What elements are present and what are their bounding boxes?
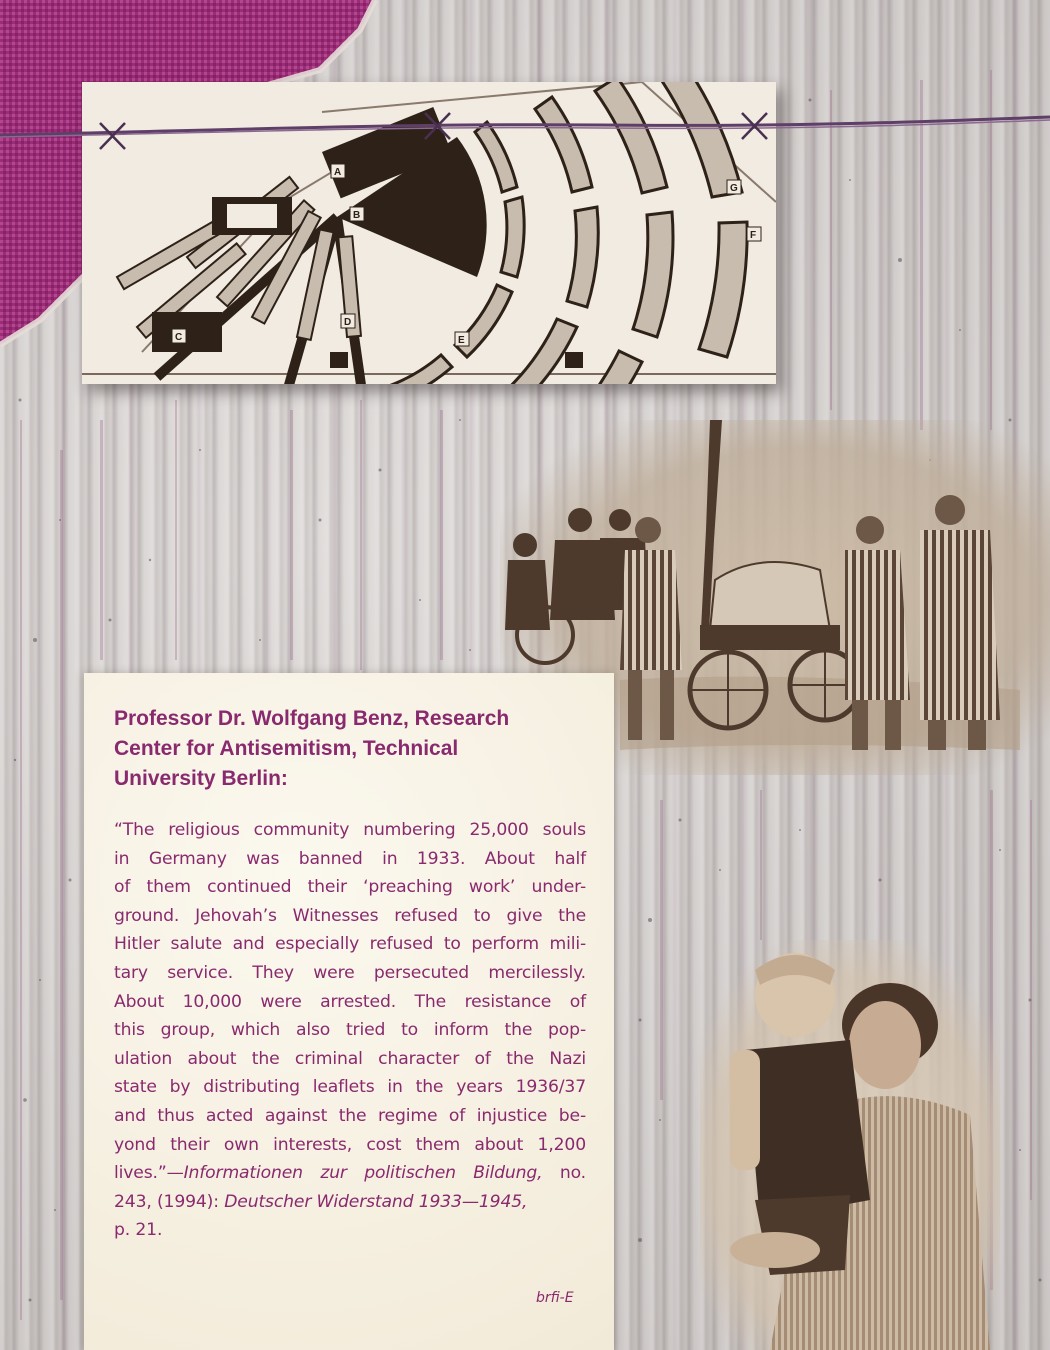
quote-line: tary service. They were persecuted mercilessly. — [114, 962, 586, 983]
quote-line: state by distributing leaflets in the years 1936/37 — [114, 1077, 586, 1098]
heading-line-1: Professor Dr. Wolfgang Benz, Research — [114, 707, 510, 730]
quote-citation-line — [114, 1159, 586, 1188]
quote-line: in Germany was banned in 1933. About half — [114, 848, 586, 869]
quote-line: and thus acted against the regime of injustice be- — [114, 1105, 586, 1126]
quote-line: Hitler salute and especially refused to perform mili- — [114, 934, 586, 955]
plan-label-c: C — [175, 332, 183, 343]
quote-line: “The religious community numbering 25,000 souls — [114, 820, 586, 840]
quote-line: ulation about the criminal character of the Nazi — [114, 1048, 586, 1069]
quote-citation-line — [114, 1188, 586, 1217]
plan-label-f: F — [750, 230, 757, 241]
citation-no: no. — [542, 1163, 586, 1184]
citation-page: p. 21. — [114, 1220, 163, 1241]
citation-issue: 243, (1994): — [114, 1191, 225, 1212]
quote-line: ground. Jehovah’s Witnesses refused to give the — [114, 905, 586, 926]
mother-child-photo — [700, 940, 1000, 1350]
plan-label-d: D — [344, 317, 352, 328]
heading-line-3: University Berlin: — [114, 767, 288, 790]
plan-label-g: G — [730, 183, 738, 194]
quote-attribution-heading — [114, 704, 574, 794]
quote-line: this group, which also tried to inform the pop- — [114, 1020, 586, 1041]
footer-code: brfi-E — [536, 1290, 574, 1306]
barbed-wire — [0, 95, 1050, 165]
quote-body — [114, 816, 586, 1245]
plan-label-a: A — [334, 167, 342, 178]
quote-end: lives.”— — [114, 1163, 184, 1184]
citation-title: Deutscher Widerstand 1933—1945, — [224, 1191, 528, 1212]
heading-line-2: Center for Antisemitism, Technical — [114, 737, 459, 760]
quote-line: of them continued their ‘preaching work’ under- — [114, 877, 586, 898]
plan-label-b: B — [353, 210, 361, 221]
quote-line: About 10,000 were arrested. The resistance of — [114, 991, 586, 1012]
plan-label-e: E — [458, 335, 465, 346]
quote-line: yond their own interests, cost them about 1,200 — [114, 1134, 586, 1155]
citation-publication: Informationen zur politischen Bildung, — [183, 1163, 543, 1184]
